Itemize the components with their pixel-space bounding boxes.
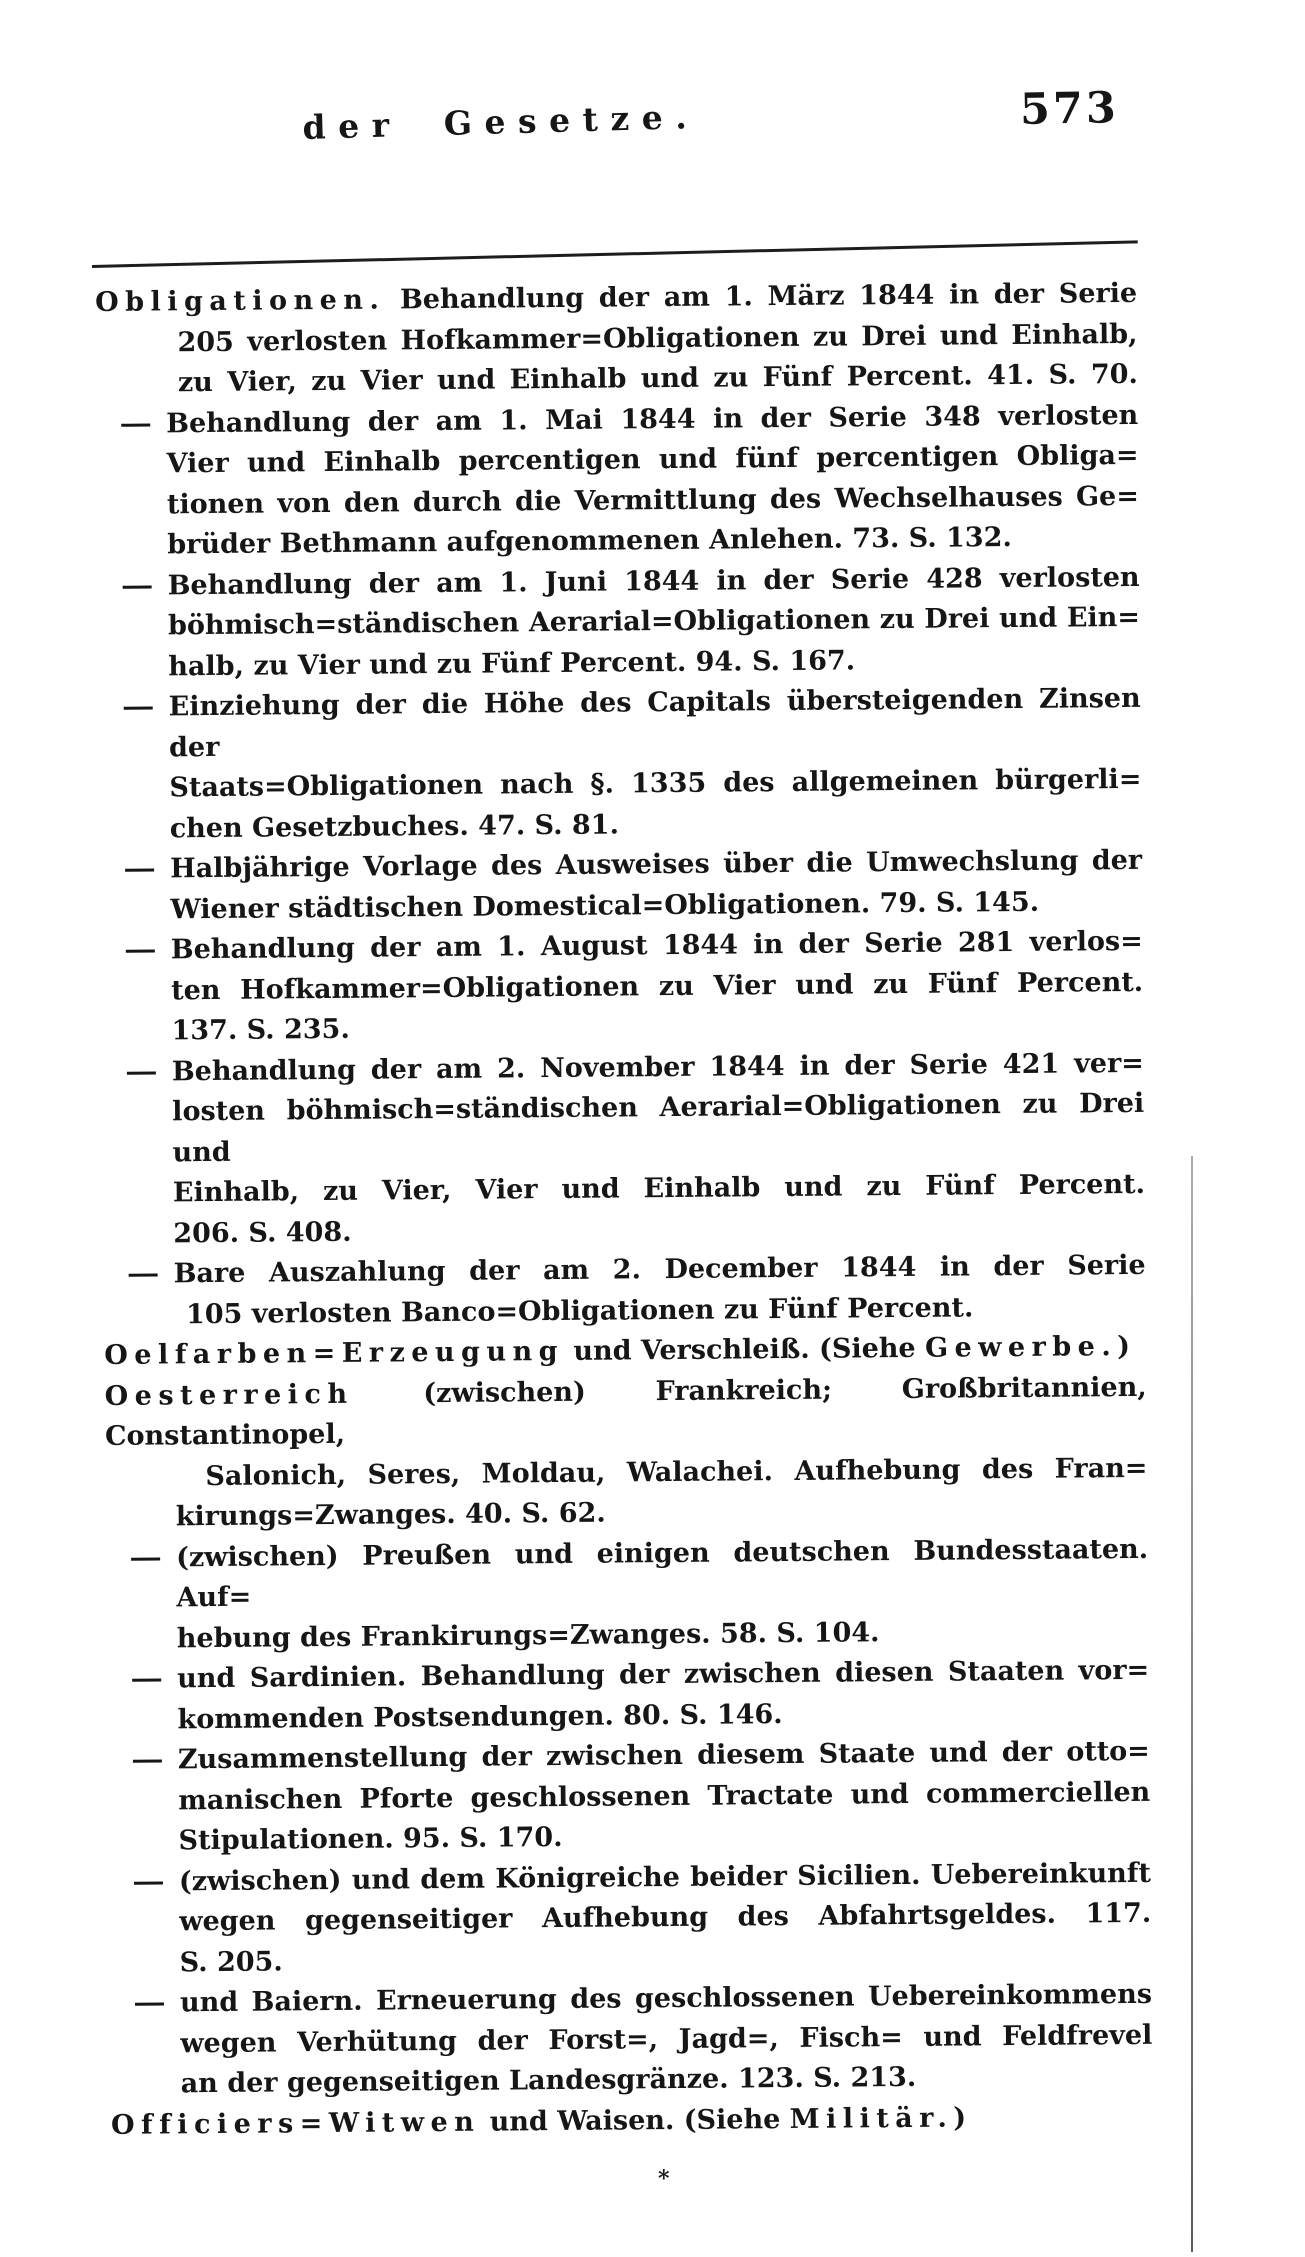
header-rule — [92, 240, 1138, 268]
index-entry — [97, 557, 1140, 688]
ditto-dash-marker — [123, 585, 152, 588]
index-line — [106, 1529, 1149, 1619]
entry-text: (zwischen) Frankreich; Großbritannien, Constantinopel, — [104, 1371, 1147, 1452]
page-number: 573 — [1019, 83, 1120, 135]
entry-text: S. 205. — [179, 1945, 283, 1978]
running-title: der Gesetze. — [302, 96, 700, 147]
entry-text: an der gegenseitigen Landesgränze. 123. S. 213. — [180, 2061, 917, 2100]
entry-text: Einziehung der die Höhe des Capitals übersteigenden Zinsen der — [168, 682, 1141, 763]
entry-text: kommenden Postsendungen. 80. S. 146. — [177, 1698, 783, 1735]
entry-text: kirungs=Zwanges. 40. S. 62. — [175, 1497, 606, 1533]
index-entry — [105, 1367, 1148, 1538]
index-body — [95, 274, 1153, 2146]
index-line — [111, 2096, 1153, 2146]
index-entry — [110, 1975, 1153, 2106]
scan-artifact-line — [1191, 1156, 1193, 2252]
index-entry — [103, 1246, 1146, 1336]
index-entry — [107, 1651, 1150, 1741]
entry-text: ten Hofkammer=Obligationen zu Vier und zu Fünf Percent. — [171, 966, 1144, 1006]
index-line — [99, 679, 1142, 769]
entry-text: Behandlung der am 1. August 1844 in der Serie 281 verlos= — [170, 925, 1143, 966]
entry-text: losten böhmisch=ständischen Aerarial=Obligationen zu Drei und — [172, 1087, 1145, 1168]
index-line — [102, 1084, 1145, 1174]
entry-text: Zusammenstellung der zwischen diesem Staate und der otto= — [177, 1735, 1150, 1776]
entry-text: Behandlung der am 1. Mai 1844 in der Serie 348 verlosten — [166, 399, 1139, 439]
entry-text: wegen Verhütung der Forst=, Jagd=, Fisch= und Feldfrevel — [180, 2019, 1153, 2059]
index-entry — [108, 1732, 1151, 1863]
index-entry — [96, 395, 1139, 566]
ditto-dash-marker — [131, 1557, 160, 1560]
ditto-dash-marker — [124, 707, 153, 710]
entry-text: halb, zu Vier und zu Fünf Percent. 94. S. 167. — [168, 644, 856, 682]
headword-text: Obligationen. — [95, 284, 386, 318]
ditto-dash-marker — [133, 1759, 162, 1762]
entry-text: (zwischen) und dem Königreiche beider Sicilien. Uebereinkunft — [178, 1857, 1152, 1897]
entry-text: wegen gegenseitiger Aufhebung des Abfahrtsgeldes. 117. — [179, 1897, 1152, 1938]
entry-text: 206. S. 408. — [173, 1216, 352, 1249]
entry-text: hebung des Frankirungs=Zwanges. 58. S. 104. — [176, 1616, 880, 1654]
entry-text: Behandlung der am 1. Juni 1844 in der Serie 428 verlosten — [167, 561, 1140, 601]
ditto-dash-marker — [134, 1881, 163, 1884]
entry-text: Vier und Einhalb percentigen und fünf percentigen Obliga= — [166, 439, 1139, 480]
entry-text: 205 verlosten Hofkammer=Obligationen zu Drei und Einhalb, — [177, 318, 1138, 358]
entry-text: chen Gesetzbuches. 47. S. 81. — [169, 808, 620, 844]
entry-text: und Verschleiß. (Siehe — [563, 1332, 926, 1367]
entry-text: Behandlung der am 1. März 1844 in der Serie — [385, 277, 1138, 316]
entry-text: und Sardinien. Behandlung der zwischen diesen Staaten vor= — [177, 1654, 1150, 1695]
entry-text: Staats=Obligationen nach §. 1335 des allgemeinen bürgerli= — [169, 763, 1142, 804]
index-entry — [102, 1043, 1146, 1255]
entry-text: zu Vier, zu Vier und Einhalb und zu Fünf Percent. 41. S. 70. — [177, 358, 1138, 399]
index-entry — [109, 1853, 1152, 1984]
entry-text: böhmisch=ständischen Aerarial=Obligationen zu Drei und Ein= — [167, 601, 1141, 642]
index-entry — [101, 922, 1144, 1053]
index-entry — [99, 679, 1142, 850]
entry-text: Einhalb, zu Vier, Vier und Einhalb und zu Fünf Percent. — [172, 1168, 1146, 1209]
ditto-dash-marker — [135, 2002, 164, 2005]
ditto-dash-marker — [129, 1273, 158, 1276]
headword-text: Oesterreich — [104, 1378, 354, 1412]
headword-text: Militär. — [789, 2102, 954, 2135]
entry-text: 105 verlosten Banco=Obligationen zu Fünf Percent. — [185, 1291, 974, 1330]
entry-text: ) — [953, 2101, 967, 2134]
entry-text: Behandlung der am 2. November 1844 in der Serie 421 ver= — [171, 1047, 1144, 1087]
entry-text: tionen von den durch die Vermittlung des Wechselhauses Ge= — [166, 480, 1140, 520]
entry-text: Salonich, Seres, Moldau, Walachei. Aufhebung des Fran= — [205, 1452, 1148, 1492]
entry-text: Wiener städtischen Domestical=Obligationen. 79. S. 145. — [170, 886, 1040, 925]
entry-text: Stipulationen. 95. S. 170. — [178, 1821, 563, 1857]
entry-text: brüder Bethmann aufgenommenen Anlehen. 73. S. 132. — [167, 522, 1012, 561]
entry-text: (zwischen) Preußen und einigen deutschen Bundesstaaten. Auf= — [175, 1533, 1149, 1614]
entry-text: und Waisen. (Siehe — [480, 2103, 790, 2138]
headword-text: Officiers=Witwen — [110, 2106, 481, 2141]
index-entry — [106, 1529, 1149, 1660]
index-entry — [100, 841, 1143, 931]
entry-text: ) — [1117, 1331, 1131, 1363]
index-line — [105, 1367, 1148, 1457]
footnote-mark: * — [658, 2166, 670, 2192]
entry-text: 137. S. 235. — [171, 1013, 350, 1047]
entry-text: Bare Auszahlung der am 2. December 1844 in der Serie — [173, 1249, 1146, 1290]
index-entry — [95, 274, 1138, 405]
ditto-dash-marker — [132, 1678, 161, 1681]
ditto-dash-marker — [121, 423, 150, 426]
ditto-dash-marker — [127, 1071, 156, 1074]
entry-text: Halbjährige Vorlage des Ausweises über die Umwechslung der — [169, 844, 1143, 885]
entry-text: und Baiern. Erneuerung des geschlossenen Uebereinkommens — [179, 1978, 1153, 2019]
entry-text: manischen Pforte geschlossenen Tractate und commerciellen — [178, 1776, 1151, 1816]
headword-text: Gewerbe. — [924, 1331, 1118, 1364]
index-entry — [111, 2096, 1153, 2146]
ditto-dash-marker — [126, 950, 155, 953]
ditto-dash-marker — [125, 869, 154, 872]
headword-text: Oelfarben=Erzeugung — [104, 1335, 565, 1371]
